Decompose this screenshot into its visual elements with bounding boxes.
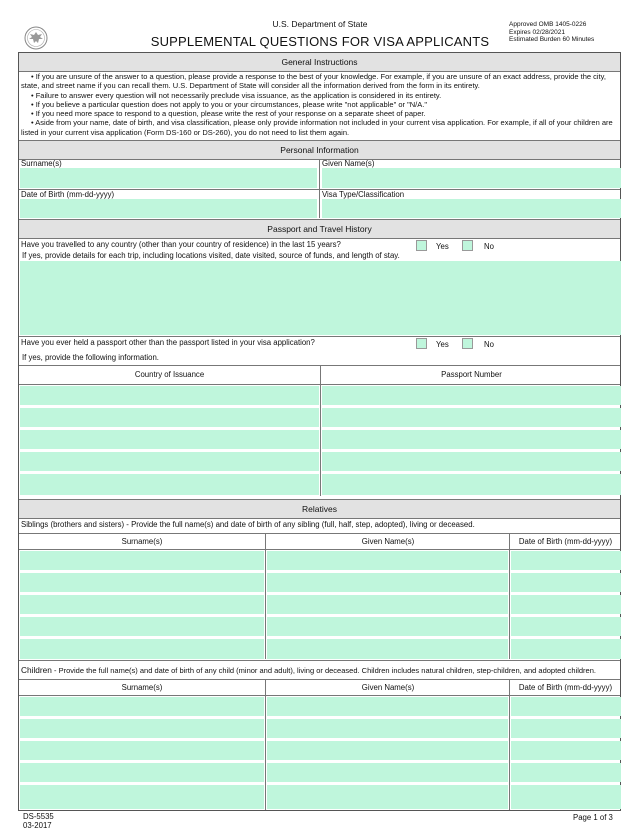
instruction-item: • Aside from your name, date of birth, and visa classification, please only provide information not included in your current visa application. For example, if all of your children are listed in your current visa application (Form DS-160 or DS-260), you do not need to list them again. [21, 118, 613, 137]
passport-question: Have you ever held a passport other than the passport listed in your visa application? [21, 338, 315, 347]
child-surname-field[interactable] [20, 697, 264, 716]
sibling-dob-field[interactable] [511, 617, 621, 636]
omb-expires: Expires 02/28/2021 [509, 28, 566, 36]
sibling-surname-field[interactable] [20, 573, 264, 592]
sibling-given-name-field[interactable] [267, 617, 508, 636]
divider [19, 549, 620, 550]
passport-detail-prompt: If yes, provide the following information. [22, 353, 159, 362]
page-number: Page 1 of 3 [573, 813, 613, 822]
column-header-given-name: Given Name(s) [361, 683, 415, 692]
given-name-field[interactable] [322, 168, 621, 188]
instruction-item: • If you are unsure of the answer to a question, please provide a response to the best of your knowledge. For example, if you are unsure of an exact address, provide the city, state, and street name if you can recall them. U.S. Department of State will consider all the information derived from the form in its entirety. [21, 72, 606, 91]
divider [19, 533, 620, 534]
sibling-surname-field[interactable] [20, 551, 264, 570]
sibling-surname-field[interactable] [20, 639, 264, 659]
siblings-instructions: Siblings (brothers and sisters) - Provide the full name(s) and date of birth of any sibling (full, half, step, adopted), living or deceased. [21, 520, 475, 529]
divider [265, 679, 266, 810]
omb-burden: Estimated Burden 60 Minutes [509, 36, 595, 43]
passport-country-field[interactable] [20, 474, 319, 495]
passport-no-label: No [484, 340, 494, 349]
sibling-given-name-field[interactable] [267, 573, 508, 592]
given-name-label: Given Name(s) [322, 159, 375, 168]
divider [320, 365, 321, 496]
child-surname-field[interactable] [20, 785, 264, 809]
sibling-given-name-field[interactable] [267, 595, 508, 614]
page-title: SUPPLEMENTAL QUESTIONS FOR VISA APPLICANTS [150, 34, 490, 49]
column-header-surname: Surname(s) [121, 683, 163, 692]
divider [509, 679, 510, 810]
visa-type-label: Visa Type/Classification [322, 190, 405, 199]
child-given-name-field[interactable] [267, 741, 508, 760]
dob-label: Date of Birth (mm-dd-yyyy) [21, 190, 115, 199]
passport-country-field[interactable] [20, 452, 319, 471]
omb-approval: Approved OMB 1405-0226 [509, 21, 587, 28]
section-relatives: Relatives [19, 499, 620, 519]
sibling-dob-field[interactable] [511, 551, 621, 570]
dob-field[interactable] [20, 199, 317, 218]
omb-info [509, 21, 594, 44]
passport-country-field[interactable] [20, 430, 319, 449]
travel-detail-prompt: If yes, provide details for each trip, including locations visited, date visited, source of funds, and length of stay. [22, 251, 400, 260]
surname-field[interactable] [20, 168, 317, 188]
divider [19, 336, 620, 337]
passport-country-field[interactable] [20, 386, 319, 405]
section-personal-information: Personal Information [19, 140, 620, 160]
form-id: DS-5535 [23, 812, 54, 821]
travel-details-field[interactable] [20, 261, 621, 335]
sibling-given-name-field[interactable] [267, 551, 508, 570]
department-name: U.S. Department of State [272, 19, 368, 29]
divider [19, 660, 620, 661]
form-container [18, 52, 621, 811]
column-header-surname: Surname(s) [121, 537, 163, 546]
column-header-dob: Date of Birth (mm-dd-yyyy) [518, 537, 613, 546]
child-given-name-field[interactable] [267, 763, 508, 782]
child-dob-field[interactable] [511, 697, 621, 716]
child-dob-field[interactable] [511, 719, 621, 738]
passport-number-field[interactable] [322, 474, 621, 495]
child-surname-field[interactable] [20, 719, 264, 738]
sibling-dob-field[interactable] [511, 573, 621, 592]
sibling-dob-field[interactable] [511, 639, 621, 659]
form-number [23, 812, 54, 830]
instruction-item: • If you need more space to respond to a question, please write the rest of your response on a separate sheet of paper. [31, 109, 426, 119]
passport-country-field[interactable] [20, 408, 319, 427]
passport-number-field[interactable] [322, 386, 621, 405]
sibling-surname-field[interactable] [20, 595, 264, 614]
child-dob-field[interactable] [511, 763, 621, 782]
column-header-country: Country of Issuance [134, 370, 205, 379]
instruction-item: • Failure to answer every question will not necessarily preclude visa issuance, as the application is considered in its entirety. [31, 90, 442, 100]
section-general-instructions: General Instructions [19, 53, 620, 72]
section-passport-travel: Passport and Travel History [19, 219, 620, 239]
child-given-name-field[interactable] [267, 719, 508, 738]
children-instructions [21, 665, 596, 675]
divider [19, 679, 620, 680]
travel-yes-checkbox[interactable] [416, 240, 427, 251]
travel-no-label: No [484, 242, 494, 251]
divider [19, 695, 620, 696]
instruction-item: • If you believe a particular question does not apply to you or your circumstances, please write "not applicable" or "N/A." [31, 99, 427, 109]
passport-number-field[interactable] [322, 408, 621, 427]
passport-yes-checkbox[interactable] [416, 338, 427, 349]
divider [509, 533, 510, 659]
child-dob-field[interactable] [511, 785, 621, 809]
column-header-dob: Date of Birth (mm-dd-yyyy) [518, 683, 613, 692]
children-intro-text: - Provide the full name(s) and date of birth of any child (minor and adult), living or deceased. Children includes natural children, step-children, and adopted children. [51, 666, 596, 675]
child-surname-field[interactable] [20, 741, 264, 760]
sibling-surname-field[interactable] [20, 617, 264, 636]
child-surname-field[interactable] [20, 763, 264, 782]
passport-no-checkbox[interactable] [462, 338, 473, 349]
child-given-name-field[interactable] [267, 785, 508, 809]
child-dob-field[interactable] [511, 741, 621, 760]
child-given-name-field[interactable] [267, 697, 508, 716]
surname-label: Surname(s) [21, 159, 62, 168]
sibling-dob-field[interactable] [511, 595, 621, 614]
travel-yes-label: Yes [436, 242, 449, 251]
travel-question: Have you travelled to any country (other than your country of residence) in the last 15 years? [21, 240, 341, 249]
passport-number-field[interactable] [322, 452, 621, 471]
column-header-passport-number: Passport Number [441, 370, 502, 379]
children-title: Children [21, 665, 52, 675]
passport-number-field[interactable] [322, 430, 621, 449]
travel-no-checkbox[interactable] [462, 240, 473, 251]
divider [265, 533, 266, 659]
sibling-given-name-field[interactable] [267, 639, 508, 659]
general-instructions-text [19, 72, 620, 137]
form-date: 03-2017 [23, 821, 52, 830]
column-header-given-name: Given Name(s) [361, 537, 415, 546]
passport-yes-label: Yes [436, 340, 449, 349]
visa-type-field[interactable] [322, 199, 621, 218]
